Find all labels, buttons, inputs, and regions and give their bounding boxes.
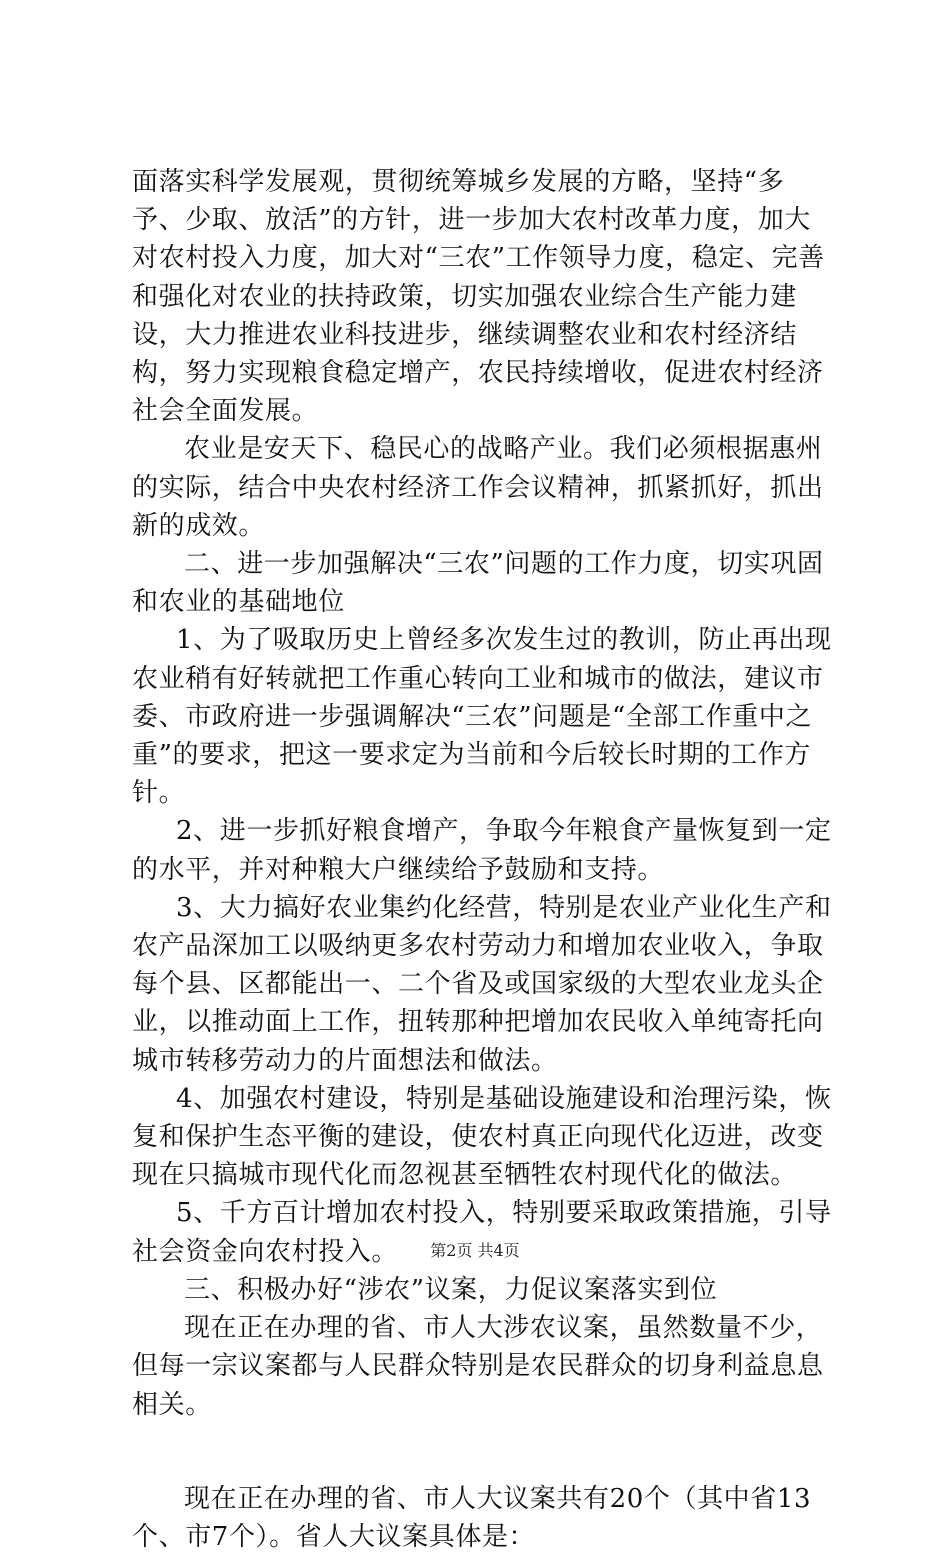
paragraph: 农业是安天下、稳民心的战略产业。我们必须根据惠州的实际，结合中央农村经济工作会议精神，抓紧抓好，抓出新的成效。	[132, 434, 824, 541]
paragraph: 三、积极办好“涉农”议案，力促议案落实到位	[184, 1274, 718, 1305]
paragraph: 现在正在办理的省、市人大议案共有20个（其中省13个、市7个）。省人大议案具体是：	[132, 1483, 812, 1552]
paragraph-block-top	[132, 163, 832, 1424]
paragraph: 2、进一步抓好粮食增产，争取今年粮食产量恢复到一定的水平，并对种粮大户继续给予鼓励和支持。	[132, 816, 832, 885]
paragraph: 面落实科学发展观，贯彻统筹城乡发展的方略，坚持“多予、少取、放活”的方针，进一步加大农村改革力度，加大对农村投入力度，加大对“三农”工作领导力度，稳定、完善和强化对农业的扶持政策，切实加强农业综合生产能力建设，大力推进农业科技进步，继续调整农业和农村经济结构，努力实现粮食稳定增产，农民持续增收，促进农村经济社会全面发展。	[132, 167, 825, 427]
paragraph: 4、加强农村建设，特别是基础设施建设和治理污染，恢复和保护生态平衡的建设，使农村真正向现代化迈进，改变现在只搞城市现代化而忽视甚至牺牲农村现代化的做法。	[132, 1083, 832, 1191]
paragraph-gap	[132, 1424, 832, 1480]
paragraph: 1、为了吸取历史上曾经多次发生过的教训，防止再出现农业稍有好转就把工作重心转向工业和城市的做法，建议市委、市政府进一步强调解决“三农”问题是“全部工作重中之重”的要求，把这一要求定为当前和今后较长时期的工作方针。	[132, 625, 832, 809]
paragraph: 3、大力搞好农业集约化经营，特别是农业产业化生产和农产品深加工以吸纳更多农村劳动力和增加农业收入，争取每个县、区都能出一、二个省及或国家级的大型农业龙头企业，以推动面上工作，扭转那种把增加农民收入单纯寄托向城市转移劳动力的片面想法和做法。	[132, 892, 832, 1076]
paragraph: 5、千方百计增加农村投入，特别要采取政策措施，引导社会资金向农村投入。	[132, 1198, 832, 1267]
paragraph-block-bottom	[132, 1480, 832, 1556]
paragraph: 二、进一步加强解决“三农”问题的工作力度，切实巩固和农业的基础地位	[132, 549, 824, 618]
page-footer: 第2页 共4页	[430, 1241, 520, 1260]
paragraph: 现在正在办理的省、市人大涉农议案，虽然数量不少，但每一宗议案都与人民群众特别是农民群众的切身利益息息相关。	[132, 1313, 824, 1420]
body-text	[132, 163, 832, 1556]
